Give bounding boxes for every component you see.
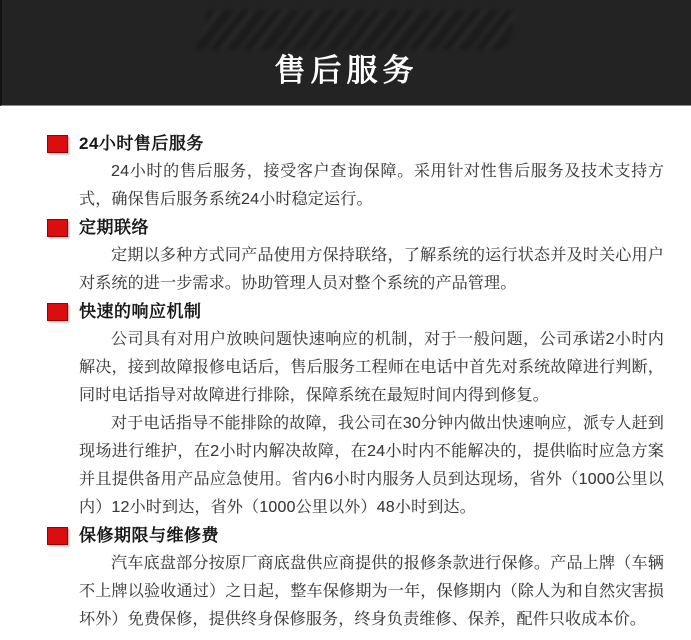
page-title: 售后服务 [274,53,419,88]
section-paragraph: 汽车底盘部分按原厂商底盘供应商提供的报修条款进行保修。产品上牌（车辆不上牌以验收通过）之日起，整车保修期为一年，保修期内（除人为和自然灾害损坏外）免费保修，提供终身保修服务，终身负责维修、保养，配件只收成本价。 [79,555,664,628]
section-paragraph: 公司具有对用户放映问题快速响应的机制，对于一般问题，公司承诺2小时内解决，接到故障报修电话后，售后服务工程师在电话中首先对系统故障进行判断，同时电话指导对故障进行排除，保障系统在最短时间内得到修复。 [79,331,664,404]
red-square-bullet-icon [47,303,68,321]
red-square-bullet-icon [47,219,68,237]
header-banner [0,0,691,106]
red-square-bullet-icon [47,527,68,545]
section-regular-contact [79,214,664,298]
section-fast-response [79,298,664,522]
section-paragraph: 24小时的售后服务，接受客户查询保障。采用针对性售后服务及技术支持方式，确保售后服务系统24小时稳定运行。 [79,163,664,208]
section-heading-row [47,214,664,242]
section-heading: 保修期限与维修费 [79,526,219,545]
section-heading: 快速的响应机制 [79,302,202,321]
section-paragraph: 对于电话指导不能排除的故障，我公司在30分钟内做出快速响应，派专人赶到现场进行维护，在2小时内解决故障，在24小时内不能解决的，提供临时应急方案并且提供备用产品应急使用。省内6小时内服务人员到达现场，省外（1000公里以内）12小时到达，省外（1000公里以外）48小时到达。 [79,415,664,516]
red-square-bullet-icon [47,135,68,153]
section-24h-service [79,130,664,214]
section-heading-row [47,298,664,326]
section-heading-row [47,130,664,158]
section-heading: 定期联络 [79,218,149,237]
section-heading-row [47,522,664,550]
section-heading: 24小时售后服务 [79,134,204,153]
section-paragraph: 定期以多种方式同产品使用方保持联络，了解系统的运行状态并及时关心用户对系统的进一步需求。协助管理人员对整个系统的产品管理。 [79,247,664,292]
content-area [0,106,691,634]
section-warranty-fees [79,522,664,634]
